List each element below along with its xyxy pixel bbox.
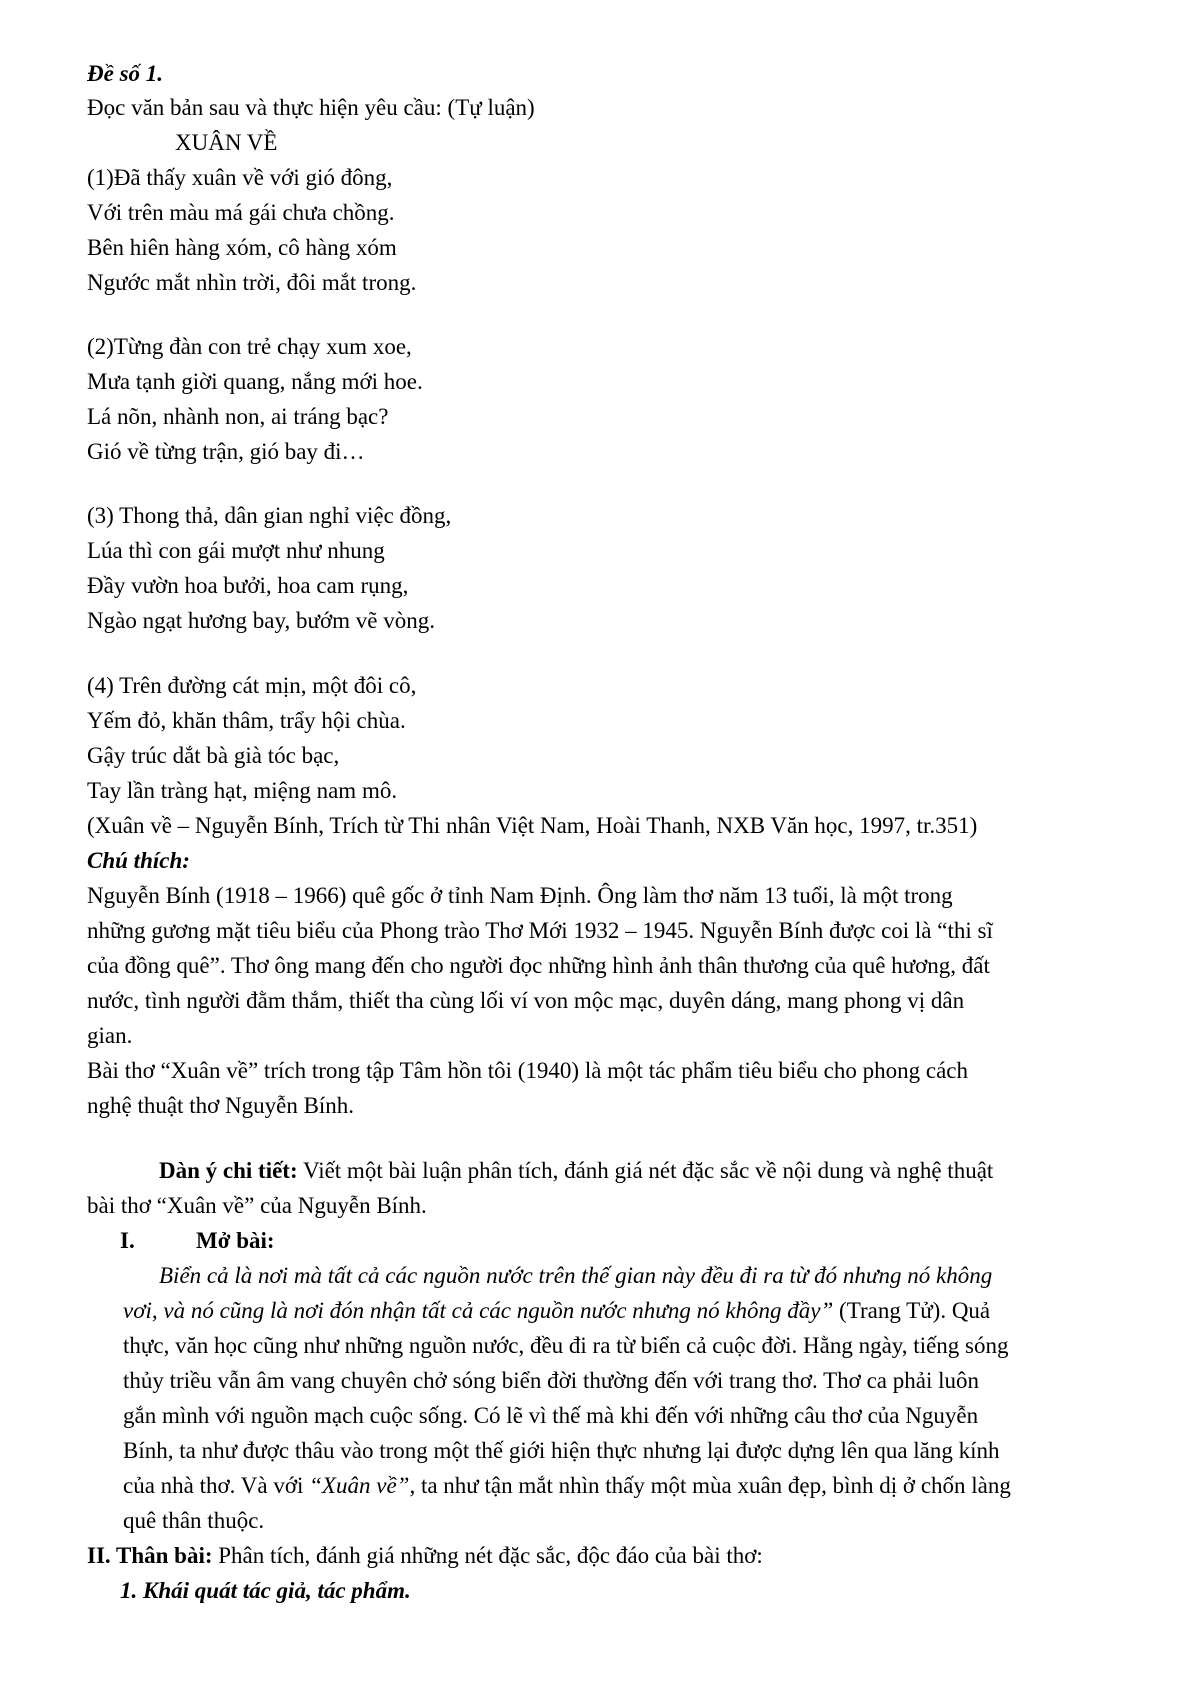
intro-quote: Biển cả là nơi mà tất cả các nguồn nước trên thế gian này đều đi ra từ đó nhưng nó không — [159, 1263, 993, 1288]
poem-line: Ngước mắt nhìn trời, đôi mắt trong. — [87, 270, 417, 295]
poem-line: Yếm đỏ, khăn thâm, trẩy hội chùa. — [87, 708, 406, 733]
intro-line-start: của nhà thơ. Và với — [123, 1473, 310, 1498]
poem-line: (1)Đã thấy xuân về với gió đông, — [87, 165, 393, 190]
note-line: của đồng quê”. Thơ ông mang đến cho người đọc những hình ảnh thân thương của quê hương, đất — [87, 953, 990, 978]
section-2-label: II. Thân bài: — [87, 1543, 213, 1568]
section-1-title: Mở bài: — [196, 1228, 275, 1253]
note-line: gian. — [87, 1023, 133, 1048]
poem-source: (Xuân về – Nguyễn Bính, Trích từ Thi nhân Việt Nam, Hoài Thanh, NXB Văn học, 1997, tr.351) — [87, 813, 978, 838]
intro-quote-line — [123, 1297, 990, 1325]
note-line: Bài thơ “Xuân về” trích trong tập Tâm hồn tôi (1940) là một tác phẩm tiêu biểu cho phong cách — [87, 1058, 969, 1083]
intro-line: thủy triều vẫn âm vang chuyên chở sóng biển đời thường đến với trang thơ. Thơ ca phải luôn — [123, 1368, 979, 1393]
poem-line: Lúa thì con gái mượt như nhung — [87, 538, 385, 563]
poem-line: Bên hiên hàng xóm, cô hàng xóm — [87, 235, 397, 260]
note-line: Nguyễn Bính (1918 – 1966) quê gốc ở tỉnh Nam Định. Ông làm thơ năm 13 tuổi, là một trong — [87, 883, 953, 908]
intro-quote-author: (Trang Tử). Quả — [833, 1298, 991, 1323]
poem-line: (4) Trên đường cát mịn, một đôi cô, — [87, 673, 417, 698]
outline-text: Viết một bài luận phân tích, đánh giá nét đặc sắc về nội dung và nghệ thuật — [297, 1158, 994, 1183]
exam-heading: Đề số 1. — [87, 61, 164, 86]
outline-line — [159, 1157, 993, 1185]
poem-name-italic: “Xuân về”, — [309, 1473, 416, 1498]
outline-label: Dàn ý chi tiết: — [159, 1158, 298, 1183]
poem-line: Mưa tạnh giời quang, nắng mới hoe. — [87, 369, 423, 394]
intro-line: Bính, ta như được thâu vào trong một thế giới hiện thực nhưng lại được dựng lên qua lăng kính — [123, 1438, 1000, 1463]
poem-line: Ngào ngạt hương bay, bướm vẽ vòng. — [87, 608, 435, 633]
intro-line: quê thân thuộc. — [123, 1508, 265, 1533]
poem-line: (3) Thong thả, dân gian nghỉ việc đồng, — [87, 503, 452, 528]
instruction: Đọc văn bản sau và thực hiện yêu cầu: (Tự luận) — [87, 95, 535, 120]
poem-title: XUÂN VỀ — [175, 130, 278, 155]
intro-line: gắn mình với nguồn mạch cuộc sống. Có lẽ vì thế mà khi đến với những câu thơ của Nguyễn — [123, 1403, 979, 1428]
poem-line: Đầy vườn hoa bưởi, hoa cam rụng, — [87, 573, 409, 598]
poem-line: (2)Từng đàn con trẻ chạy xum xoe, — [87, 334, 412, 359]
section-2-line — [87, 1542, 763, 1570]
poem-line: Tay lần tràng hạt, miệng nam mô. — [87, 778, 398, 803]
intro-line: thực, văn học cũng như những nguồn nước, đều đi ra từ biển cả cuộc đời. Hằng ngày, tiếng sóng — [123, 1333, 1009, 1358]
subsection-1: 1. Khái quát tác giả, tác phẩm. — [120, 1578, 411, 1603]
note-label: Chú thích: — [87, 848, 190, 873]
intro-line — [123, 1472, 1011, 1500]
intro-quote-end: vơi, và nó cũng là nơi đón nhận tất cả các nguồn nước nhưng nó không đầy” — [123, 1298, 834, 1323]
note-line: những gương mặt tiêu biểu của Phong trào Thơ Mới 1932 – 1945. Nguyễn Bính được coi là “thi sĩ — [87, 918, 993, 943]
section-2-text: Phân tích, đánh giá những nét đặc sắc, độc đáo của bài thơ: — [212, 1543, 763, 1568]
section-1-number: I. — [120, 1228, 135, 1253]
poem-line: Với trên màu má gái chưa chồng. — [87, 200, 395, 225]
poem-line: Gậy trúc dắt bà già tóc bạc, — [87, 743, 340, 768]
note-line: nước, tình người đằm thắm, thiết tha cùng lối ví von mộc mạc, duyên dáng, mang phong vị dân — [87, 988, 965, 1013]
poem-line: Lá nõn, nhành non, ai tráng bạc? — [87, 404, 389, 429]
note-line: nghệ thuật thơ Nguyễn Bính. — [87, 1093, 355, 1118]
outline-line-2: bài thơ “Xuân về” của Nguyễn Bính. — [87, 1193, 427, 1218]
poem-line: Gió về từng trận, gió bay đi… — [87, 439, 365, 464]
intro-line-end: ta như tận mắt nhìn thấy một mùa xuân đẹp, bình dị ở chốn làng — [415, 1473, 1011, 1498]
